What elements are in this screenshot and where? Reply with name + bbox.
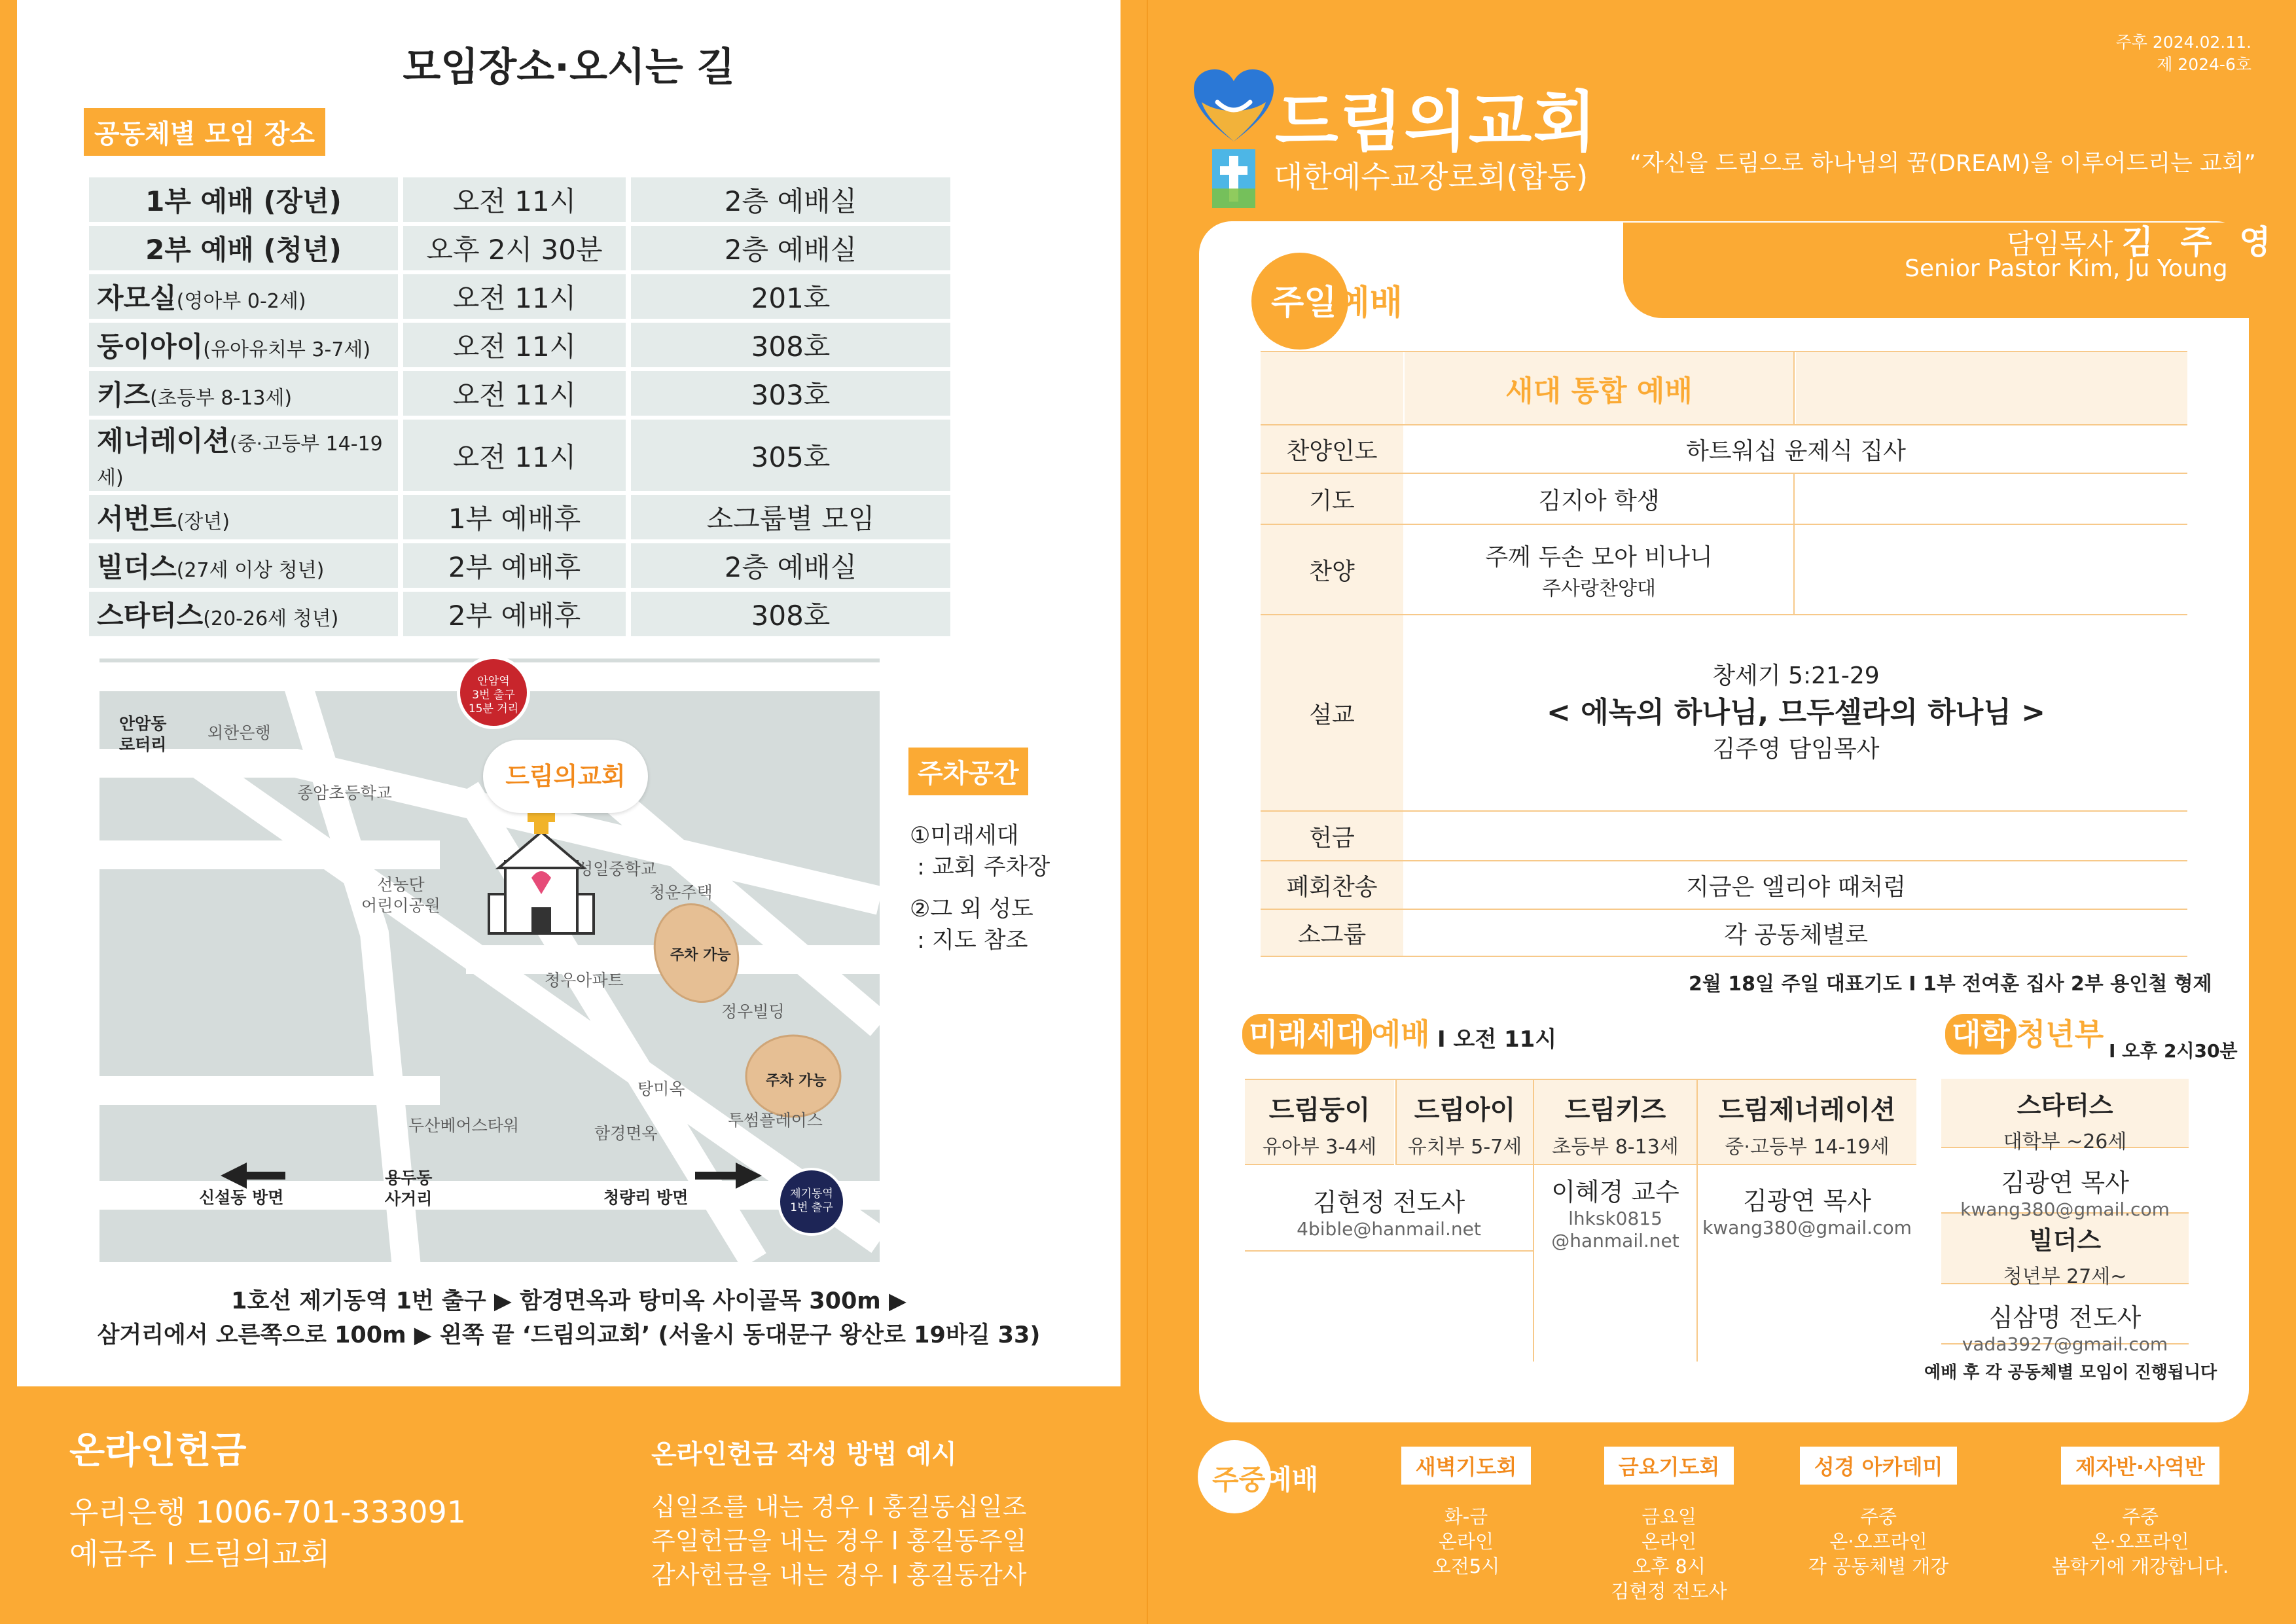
location-map bbox=[99, 659, 880, 1262]
directions-line: 1호선 제기동역 1번 출구 ▶ 함경면옥과 탕미옥 사이골목 300m ▶ bbox=[231, 1288, 906, 1314]
group-name: 제너레이션(중·고등부 14-19세) bbox=[89, 420, 398, 491]
group-place: 2층 예배실 bbox=[631, 226, 950, 270]
table-row bbox=[1261, 425, 2187, 474]
youth-group: 스타터스 대학부 ~26세 bbox=[1941, 1079, 2189, 1148]
header-blank bbox=[1796, 352, 2187, 424]
parking-line: ①미래세대 bbox=[910, 823, 1019, 849]
row-label: 기도 bbox=[1261, 474, 1403, 524]
map-label-sinseol: 신설동 방면 bbox=[199, 1188, 284, 1207]
group-place: 305호 bbox=[631, 420, 950, 491]
group-name: 둥이아이(유아유치부 3-7세) bbox=[89, 323, 398, 367]
row-value: 지금은 엘리야 때처럼 bbox=[1686, 873, 1906, 901]
group-time: 오전 11시 bbox=[403, 371, 626, 416]
weekly-detail: 주중 온·오프라인 각 공동체별 개강 bbox=[1808, 1506, 1949, 1578]
future-generation-title: 미래세대 예배 bbox=[1242, 1011, 1430, 1054]
group-place: 201호 bbox=[631, 274, 950, 319]
online-offering-account bbox=[69, 1491, 466, 1575]
table-row bbox=[1261, 474, 2187, 525]
youth-time: I 오후 2시30분 bbox=[2109, 1040, 2238, 1062]
map-parking-a: 주차 가능 bbox=[670, 947, 731, 964]
table-row bbox=[1261, 910, 2187, 957]
group-place: 308호 bbox=[631, 323, 950, 367]
youth-title: 대학 청년부 bbox=[1945, 1011, 2104, 1054]
map-label-yongdu: 용두동 사거리 bbox=[385, 1168, 433, 1208]
map-label-hamgyeong: 함경면옥 bbox=[594, 1124, 658, 1143]
group-time: 오전 11시 bbox=[403, 274, 626, 319]
group-name: 서번트(장년) bbox=[89, 495, 398, 539]
weekly-item bbox=[2016, 1447, 2265, 1579]
preacher: 김주영 담임목사 bbox=[1712, 736, 1880, 763]
map-label-doosan: 두산베어스타워 bbox=[408, 1116, 520, 1135]
staff-cell: 김현정 전도사 4bible@hanmail.net bbox=[1245, 1166, 1533, 1252]
list-item: 십일조를 내는 경우 I 홍길동십일조 bbox=[651, 1492, 1027, 1521]
map-label-woori: 외한은행 bbox=[207, 723, 271, 742]
map-label-seongil: 성일중학교 bbox=[577, 859, 656, 878]
howto-list bbox=[651, 1490, 1026, 1592]
account-holder: 예금주 I 드림의교회 bbox=[69, 1536, 331, 1572]
group-name: 1부 예배 (장년) bbox=[89, 177, 398, 222]
parking-line: : 교회 주차장 bbox=[910, 854, 1050, 880]
table-row bbox=[89, 543, 950, 588]
group-place: 308호 bbox=[631, 592, 950, 636]
group-name: 빌더스(27세 이상 청년) bbox=[89, 543, 398, 588]
group-place: 303호 bbox=[631, 371, 950, 416]
worship-header: 새대 통합 예배 bbox=[1405, 352, 1795, 424]
table-row bbox=[89, 274, 950, 319]
map-label-cheongnyangni: 청량리 방면 bbox=[603, 1188, 689, 1207]
header-blank bbox=[1261, 352, 1403, 424]
map-label-jeongwoo: 정우빌딩 bbox=[721, 1002, 785, 1021]
map-label-tangmiok: 탕미옥 bbox=[637, 1079, 685, 1098]
group-time: 1부 예배후 bbox=[403, 495, 626, 539]
group-time: 오전 11시 bbox=[403, 420, 626, 491]
group-places-table bbox=[84, 173, 956, 640]
weekly-tag: 새벽기도회 bbox=[1401, 1447, 1532, 1485]
weekly-item bbox=[1368, 1447, 1564, 1579]
sermon-block bbox=[1405, 615, 2187, 810]
future-generation-table bbox=[1245, 1079, 1916, 1360]
youth-footnote: 예배 후 각 공동체별 모임이 진행됩니다 bbox=[1924, 1363, 2217, 1382]
worship-order-table bbox=[1261, 351, 2187, 974]
youth-group: 빌더스 청년부 27세~ bbox=[1941, 1214, 2189, 1284]
station-badge-anam: 안암역 3번 출구 15분 거리 bbox=[457, 659, 530, 729]
weekly-detail: 화-금 온라인 오전5시 bbox=[1432, 1506, 1500, 1578]
row-label: 소그룹 bbox=[1261, 910, 1403, 956]
row-value: 하트워십 윤제식 집사 bbox=[1686, 437, 1906, 465]
denomination: 대한예수교장로회(합동) bbox=[1274, 159, 1588, 194]
group-name: 자모실(영아부 0-2세) bbox=[89, 274, 398, 319]
row-label: 헌금 bbox=[1261, 812, 1403, 860]
youth-table bbox=[1941, 1079, 2189, 1355]
row-value: 각 공동체별로 bbox=[1723, 921, 1869, 948]
group-place: 소그룹별 모임 bbox=[631, 495, 950, 539]
row-value: 주께 두손 모아 비나니 주사랑찬양대 bbox=[1405, 525, 1795, 614]
sunday-worship-title: 주일예배 bbox=[1271, 283, 1403, 323]
online-offering-title: 온라인헌금 bbox=[69, 1430, 247, 1472]
weekly-detail: 주중 온·오프라인 봄학기에 개강합니다. bbox=[2051, 1506, 2229, 1578]
row-label: 찬양 bbox=[1261, 525, 1403, 614]
group-time: 오전 11시 bbox=[403, 177, 626, 222]
group-place: 2층 예배실 bbox=[631, 543, 950, 588]
slogan: “자신을 드림으로 하나님의 꿈(DREAM)을 이루어드리는 교회” bbox=[1630, 151, 2256, 177]
church-name: 드림의교회 bbox=[1275, 84, 1598, 160]
group-time: 오후 2시 30분 bbox=[403, 226, 626, 270]
table-row bbox=[1261, 351, 2187, 425]
table-row bbox=[89, 420, 950, 491]
parking-line: ②그 외 성도 bbox=[910, 896, 1033, 922]
map-church-callout: 드림의교회 bbox=[483, 740, 648, 813]
prayer-note: 2월 18일 주일 대표기도 I 1부 전여훈 집사 2부 용인철 형제 bbox=[1689, 973, 2212, 996]
youth-staff: 심삼명 전도사 vada3927@gmail.com bbox=[1941, 1284, 2189, 1344]
map-parking-b: 주차 가능 bbox=[766, 1073, 827, 1089]
row-value bbox=[1405, 812, 2187, 860]
map-label-seonnongdan: 선농단 어린이공원 bbox=[361, 875, 440, 915]
sermon-title: < 에녹의 하나님, 므두셀라의 하나님 > bbox=[1546, 696, 2046, 729]
table-row bbox=[1261, 861, 2187, 910]
church-logo-heart-icon bbox=[1193, 68, 1275, 145]
parking-tag: 주차공간 bbox=[908, 748, 1028, 795]
row-label: 폐회찬송 bbox=[1261, 861, 1403, 909]
cross-icon bbox=[1212, 149, 1255, 208]
weekly-item bbox=[1571, 1447, 1767, 1604]
map-label-twosome: 투썸플레이스 bbox=[728, 1111, 823, 1130]
group-name: 스타터스(20-26세 청년) bbox=[89, 592, 398, 636]
weekly-tag: 제자반·사역반 bbox=[2061, 1447, 2219, 1485]
row-label: 찬양인도 bbox=[1261, 425, 1403, 473]
howto-title: 온라인헌금 작성 방법 예시 bbox=[651, 1439, 957, 1470]
group-place: 2층 예배실 bbox=[631, 177, 950, 222]
table-row bbox=[89, 226, 950, 270]
issue-number: 제 2024-6호 bbox=[2157, 55, 2251, 74]
row-value: 김지아 학생 bbox=[1405, 474, 1795, 524]
dept-col: 드림둥이 유아부 3-4세 bbox=[1245, 1080, 1394, 1165]
senior-pastor-en: Senior Pastor Kim, Ju Young bbox=[1905, 255, 2228, 282]
weekly-detail: 금요일 온라인 오후 8시 김현정 전도사 bbox=[1611, 1506, 1727, 1602]
youth-staff: 김광연 목사 kwang380@gmail.com bbox=[1941, 1148, 2189, 1214]
map-label-cheongwoo-apt: 청우아파트 bbox=[545, 971, 624, 990]
directions-line: 삼거리에서 오른쪽으로 100m ▶ 왼쪽 끝 ‘드림의교회’ (서울시 동대문구 왕산로 19바길 33) bbox=[97, 1322, 1041, 1348]
table-row bbox=[89, 592, 950, 636]
page-title: 모임장소·오시는 길 bbox=[403, 45, 735, 90]
table-row bbox=[1261, 615, 2187, 812]
page-divider bbox=[1147, 0, 1148, 1624]
group-time: 2부 예배후 bbox=[403, 592, 626, 636]
table-row bbox=[89, 177, 950, 222]
table-row bbox=[1261, 812, 2187, 861]
row-label: 설교 bbox=[1261, 615, 1403, 810]
issue-info bbox=[2088, 31, 2251, 76]
map-label-jongam: 종암초등학교 bbox=[297, 784, 392, 803]
weekly-worship-title: 주중예배 bbox=[1212, 1464, 1319, 1496]
table-row bbox=[89, 371, 950, 416]
group-time: 오전 11시 bbox=[403, 323, 626, 367]
scripture: 창세기 5:21-29 bbox=[1712, 662, 1880, 689]
dept-col: 드림아이 유치부 5-7세 bbox=[1395, 1080, 1533, 1165]
dept-col: 드림제너레이션 중·고등부 14-19세 김광연 목사 kwang380@gmail.com bbox=[1696, 1080, 1916, 1362]
map-label-cheongun: 청운주택 bbox=[649, 883, 713, 902]
dept-col: 드림키즈 초등부 8-13세 이혜경 교수 lhksk0815 @hanmail.net bbox=[1533, 1080, 1696, 1362]
weekly-tag: 성경 아카데미 bbox=[1800, 1447, 1958, 1485]
weekly-item bbox=[1767, 1447, 1990, 1579]
table-row bbox=[1261, 525, 2187, 615]
map-label-anam: 안암동 로터리 bbox=[119, 714, 167, 754]
senior-pastor: 담임목사 김 주 영 bbox=[2007, 223, 2279, 261]
bank-account: 우리은행 1006-701-333091 bbox=[69, 1494, 467, 1530]
future-generation-time: I 오전 11시 bbox=[1437, 1026, 1557, 1053]
station-badge-jegi: 제기동역 1번 출구 bbox=[778, 1168, 846, 1236]
group-places-tag: 공동체별 모임 장소 bbox=[84, 108, 325, 156]
group-time: 2부 예배후 bbox=[403, 543, 626, 588]
parking-line: : 지도 참조 bbox=[910, 928, 1028, 954]
list-item: 감사헌금을 내는 경우 I 홍길동감사 bbox=[651, 1561, 1027, 1589]
table-row bbox=[89, 495, 950, 539]
group-name: 키즈(초등부 8-13세) bbox=[89, 371, 398, 416]
group-name: 2부 예배 (청년) bbox=[89, 226, 398, 270]
issue-date: 주후 2024.02.11. bbox=[2115, 33, 2251, 52]
map-roads bbox=[99, 659, 880, 1262]
table-row bbox=[89, 323, 950, 367]
list-item: 주일헌금을 내는 경우 I 홍길동주일 bbox=[651, 1526, 1027, 1555]
weekly-tag: 금요기도회 bbox=[1604, 1447, 1734, 1485]
